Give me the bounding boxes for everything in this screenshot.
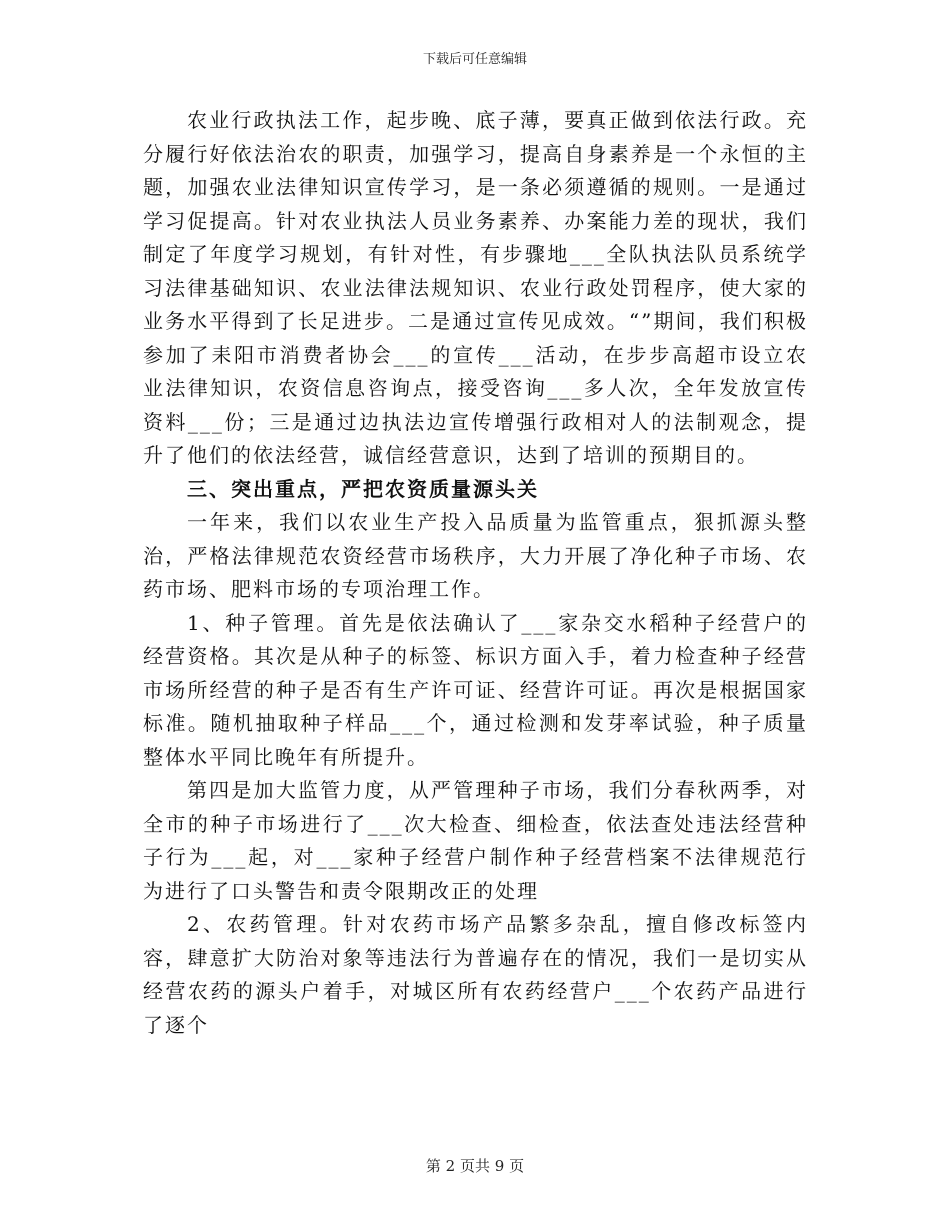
section-heading-quality-control: 三、突出重点，严把农资质量源头关: [187, 476, 539, 501]
document-body: [143, 104, 808, 1042]
paragraph-law-study: 农业行政执法工作，起步晚、底子薄，要真正做到依法行政。充分履行好依法治农的职责，加强学习，提高自身素养是一个永恒的主题，加强农业法律知识宣传学习，是一条必须遵循的规则。一是通过学习促提高。针对农业执法人员业务素养、办案能力差的现状，我们制定了年度学习规划，有针对性，有步骤地___全队执法队员系统学习法律基础知识、农业法律法规知识、农业行政处罚程序，使大家的业务水平得到了长足进步。二是通过宣传见成效。“”期间，我们积极参加了耒阳市消费者协会___的宣传___活动，在步步高超市设立农业法律知识，农资信息咨询点，接受咨询___多人次，全年发放宣传资料___份；三是通过边执法边宣传增强行政相对人的法制观念，提升了他们的依法经营，诚信经营意识，达到了培训的预期目的。: [143, 108, 808, 467]
page-header: 下载后可任意编辑: [422, 52, 527, 67]
paragraph-supervision-overview: 一年来，我们以农业生产投入品质量为监管重点，狠抓源头整治，严格法律规范农资经营市场秩序，大力开展了净化种子市场、农药市场、肥料市场的专项治理工作。: [143, 510, 808, 601]
paragraph-seed-management: 1、种子管理。首先是依法确认了___家杂交水稻种子经营户的经营资格。其次是从种子的标签、标识方面入手，着力检查种子经营市场所经营的种子是否有生产许可证、经营许可证。再次是根据国家标准。随机抽取种子样品___个，通过检测和发芽率试验，种子质量整体水平同比晚年有所提升。: [143, 610, 808, 769]
paragraph-pesticide-management: 2、农药管理。针对农药市场产品繁多杂乱，擅自修改标签内容，肆意扩大防治对象等违法行为普遍存在的情况，我们一是切实从经营农药的源头户着手，对城区所有农药经营户___个农药产品进行了逐个: [143, 912, 808, 1037]
paragraph-seed-market-inspection: 第四是加大监管力度，从严管理种子市场，我们分春秋两季，对全市的种子市场进行了___次大检查、细检查，依法查处违法经营种子行为___起，对___家种子经营户制作种子经营档案不法律规范行为进行了口头警告和责令限期改正的处理: [143, 778, 808, 903]
page-footer: 第 2 页共 9 页: [425, 1157, 525, 1175]
